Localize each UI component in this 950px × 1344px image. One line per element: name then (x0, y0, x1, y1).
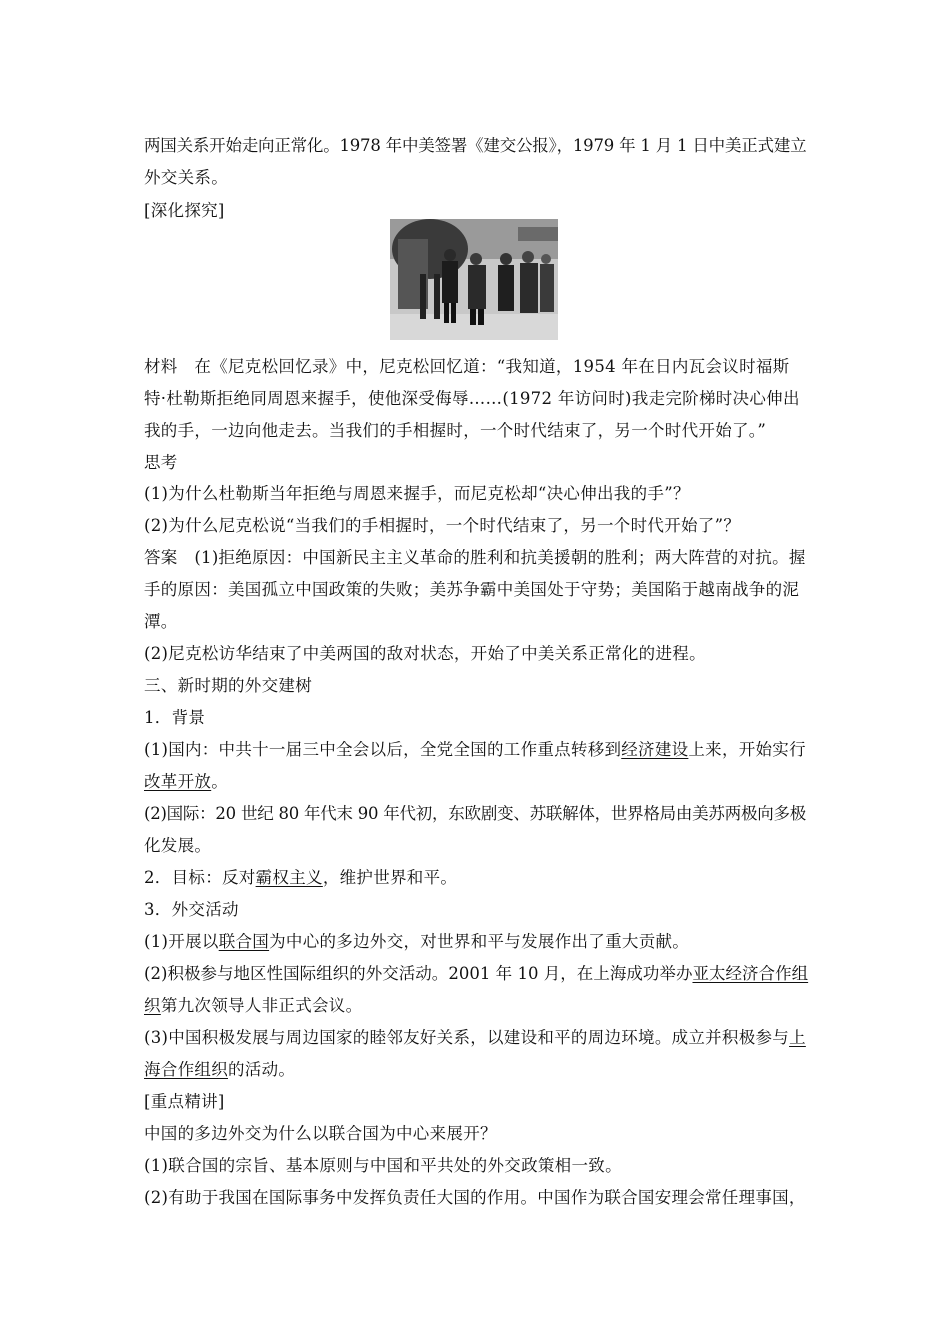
text-line: 潭。 (144, 612, 178, 631)
text-segment: (2)积极参与地区性国际组织的外交活动。2001 年 10 月，在上海成功举办 (144, 964, 693, 983)
underlined-keyword: 改革开放 (144, 772, 212, 791)
section-heading-new-era: 三、新时期的外交建树 (144, 676, 312, 695)
text-line: (1)联合国的宗旨、基本原则与中国和平共处的外交政策相一致。 (144, 1156, 622, 1175)
section-label-key-points: [重点精讲] (144, 1092, 225, 1111)
text-line: (2)国际：20 世纪 80 年代末 90 年代初，东欧剧变、苏联解体，世界格局由美苏两极向多极 (144, 804, 806, 823)
text-segment: (3)中国积极发展与周边国家的睦邻友好关系，以建设和平的周边环境。成立并积极参与 (144, 1028, 790, 1047)
text-segment: 。 (211, 772, 229, 791)
underlined-keyword: 上 (789, 1028, 806, 1047)
photo-illustration (390, 219, 558, 340)
section-label-deep-inquiry: [深化探究] (144, 201, 225, 220)
text-segment: (1)开展以 (144, 932, 219, 951)
question-2: (2)为什么尼克松说“当我们的手相握时，一个时代结束了，另一个时代开始了”？ (144, 516, 741, 535)
text-line (144, 866, 457, 890)
historical-handshake-photo (390, 219, 558, 340)
underlined-keyword: 亚太经济合作组 (692, 964, 809, 983)
text-line (144, 1026, 806, 1050)
underlined-keyword: 联合国 (218, 932, 270, 951)
text-line (144, 930, 689, 954)
question-1: (1)为什么杜勒斯当年拒绝与周恩来握手，而尼克松却“决心伸出我的手”？ (144, 484, 690, 503)
text-line: 外交关系。 (144, 168, 228, 187)
underlined-keyword: 海合作组织 (144, 1060, 228, 1079)
text-line: 化发展。 (144, 836, 212, 855)
text-line: 两国关系开始走向正常化。1978 年中美签署《建交公报》，1979 年 1 月 1 日中美正式建立 (144, 136, 807, 155)
text-segment: 为中心的多边外交，对世界和平与发展作出了重大贡献。 (269, 932, 690, 951)
text-line: 材料 在《尼克松回忆录》中，尼克松回忆道：“我知道，1954 年在日内瓦会议时福斯 (144, 357, 790, 376)
text-line (144, 738, 806, 762)
text-segment: ，维护世界和平。 (322, 868, 458, 887)
subheading-diplomatic-activities: 3．外交活动 (144, 900, 239, 919)
text-line (144, 770, 228, 794)
underlined-keyword: 霸权主义 (255, 868, 323, 887)
text-line: 手的原因：美国孤立中国政策的失败；美苏争霸中美国处于守势；美国陷于越南战争的泥 (144, 580, 800, 599)
text-segment: 的活动。 (228, 1060, 296, 1079)
text-line: 我的手，一边向他走去。当我们的手相握时，一个时代结束了，另一个时代开始了。” (144, 421, 767, 440)
text-segment: 2．目标：反对 (144, 868, 256, 887)
subheading-background: 1．背景 (144, 708, 206, 727)
text-line (144, 994, 362, 1018)
text-segment: 上来，开始实行 (688, 740, 806, 759)
text-line: (2)有助于我国在国际事务中发挥负责任大国的作用。中国作为联合国安理会常任理事国， (144, 1188, 806, 1207)
text-line: (2)尼克松访华结束了中美两国的敌对状态，开始了中美关系正常化的进程。 (144, 644, 706, 663)
text-line (144, 962, 808, 986)
text-line (144, 1058, 295, 1082)
text-line: 特·杜勒斯拒绝同周恩来握手，使他深受侮辱……(1972 年访问时)我走完阶梯时决心伸出 (144, 389, 800, 408)
text-line: 中国的多边外交为什么以联合国为中心来展开？ (144, 1124, 497, 1143)
underlined-keyword: 经济建设 (621, 740, 689, 759)
answer-line: 答案 (1)拒绝原因：中国新民主主义革命的胜利和抗美援朝的胜利；两大阵营的对抗。握 (144, 548, 806, 567)
text-segment: 第九次领导人非正式会议。 (160, 996, 363, 1015)
heading-think: 思考 (144, 453, 178, 472)
underlined-keyword: 织 (144, 996, 161, 1015)
text-segment: (1)国内：中共十一届三中全会以后，全党全国的工作重点转移到 (144, 740, 622, 759)
